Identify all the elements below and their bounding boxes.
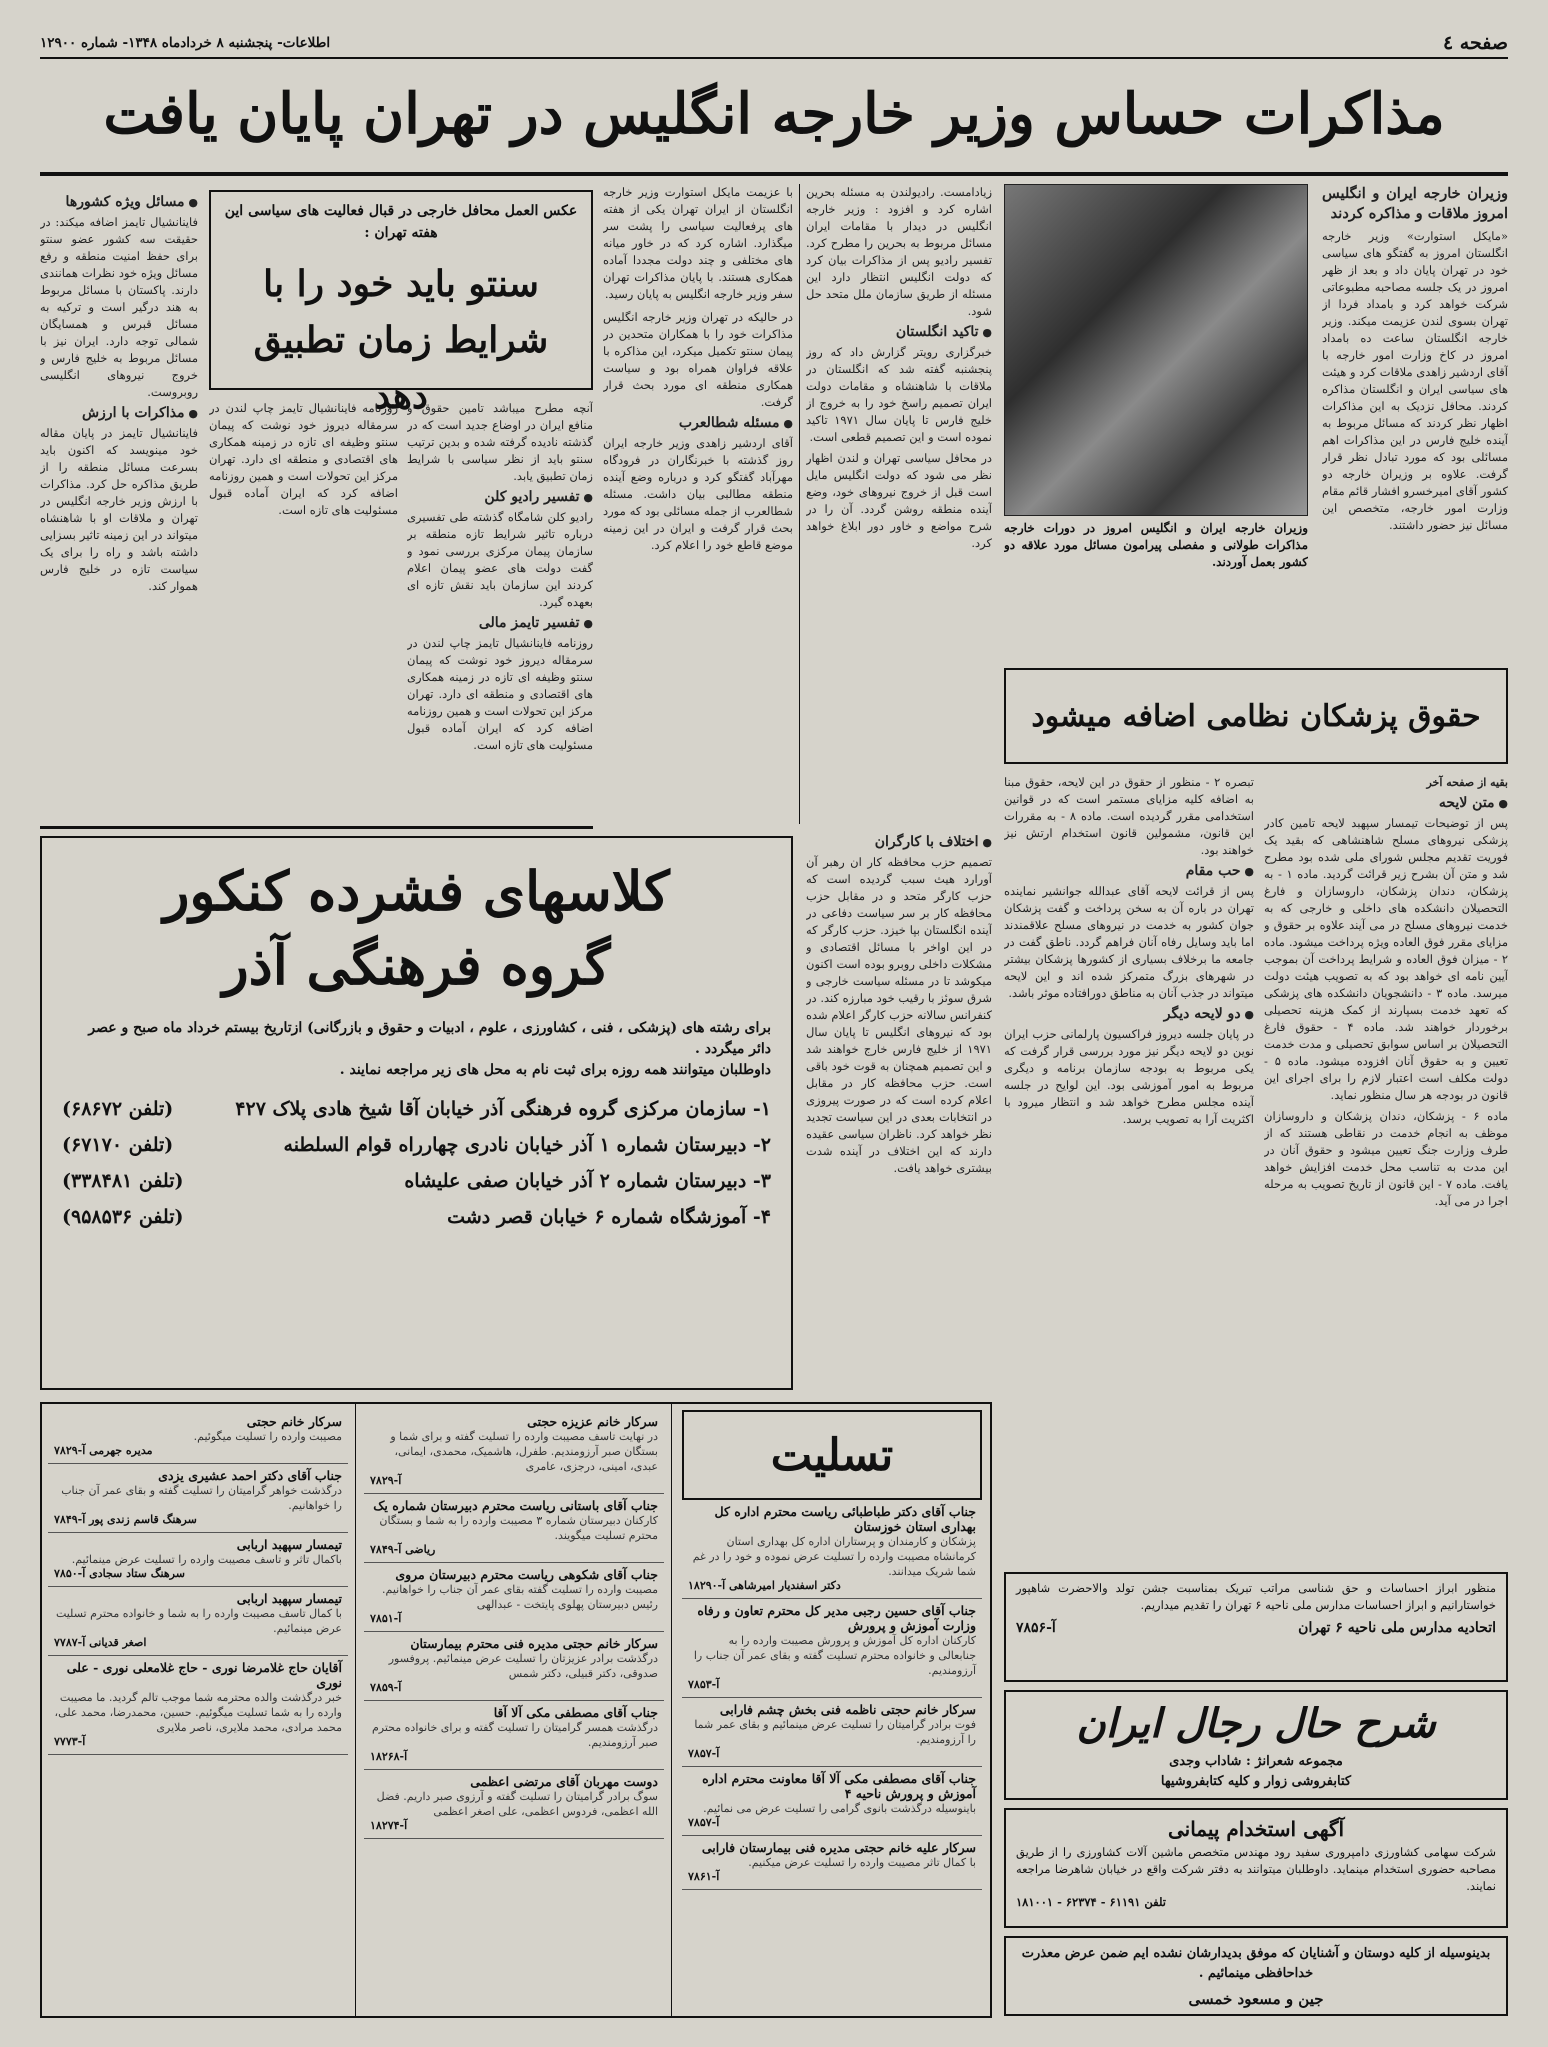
military-article-col-2	[1004, 774, 1254, 1364]
schools-ad-code: آ-۷۸۵۶	[1016, 1620, 1056, 1636]
condolence-item: تیمسار سپهبد اربابی باکمال تاثر و تاسف مصیبت وارده را تسلیت عرض مینمائیم. سرهنگ ستاد سجادی آ-۷۸۵۰	[48, 1533, 348, 1587]
labour-dispute-article	[806, 830, 992, 1390]
masthead-rule	[40, 57, 1508, 59]
location-item: ۳- دبیرستان شماره ۲ آذر خیابان صفی علیشاه (تلفن ۳۳۸۴۸۱)	[62, 1170, 771, 1192]
condolence-item: آقایان حاج غلامرضا نوری - حاج غلامعلی نوری - علی نوری خبر درگذشت والده محترمه شما موجب تالم گردید. ما مصیبت وارده را به شما تسلیت میگوئیم. حسین، محمدرضا، محمد علی، محمد مرادی، محمد ملایری، ناصر ملایری آ-۷۷۷۳	[48, 1656, 348, 1755]
location-item: ۴- آموزشگاه شماره ۶ خیابان قصر دشت (تلفن ۹۵۸۵۳۶)	[62, 1206, 771, 1228]
condolence-divider	[355, 1402, 356, 2018]
article-column-4	[603, 184, 793, 818]
military-right-tail: ماده ۶ - پزشکان، دندان پزشکان و داروسازان موظف به انجام خدمت در نقاطی هستند که از طرف وزارت جنگ تعیین میشود و حقوق آنان در این مدت به تناسب محل خدمت افزایش خواهد یافت. ماده ۷ - این قانون از تاریخ تصویب به مرحله اجرا در می آید.	[1264, 1109, 1508, 1208]
masthead	[40, 32, 1508, 54]
col3-sub-body: خبرگزاری رویتر گزارش داد که روز پنجشنبه گفته شد که انگلستان در ملاقات با شاهنشاه و مقامات دولت ایران تصمیم راسخ خود را به خروج از خلیج فارس تا پایان سال ۱۹۷۱ تاکید نموده است و این تصمیم قطعی است.	[806, 345, 992, 444]
condolence-col-1	[48, 1410, 348, 2010]
news-photo	[1004, 184, 1308, 516]
condolence-item: جناب آقای حسین رجبی مدیر کل محترم تعاون و رفاه وزارت آموزش و پرورش کارکنان اداره کل آموزش و پرورش مصیبت وارده را به جنابعالی و خانواده محترم تسلیت گفته و بقای عمر آن جناب را آرزومندیم. آ-۷۸۵۳	[682, 1599, 982, 1698]
condolence-item: جناب آقای باستانی ریاست محترم دبیرستان شماره یک کارکنان دبیرستان شماره ۳ مصیبت وارده را به شما و بستگان محترم تسلیت میگویند. ریاضی آ-۷۸۴۹	[364, 1494, 664, 1563]
military-subhead-text: ● متن لایحه	[1264, 795, 1508, 812]
condolence-item: سرکار خانم حجتی مدیره فنی محترم بیمارستان درگذشت برادر عزیزتان را تسلیت عرض مینمائیم. پروفسور صدوقی، دکتر قبیلی، دکتر شمس آ-۷۸۵۹	[364, 1632, 664, 1701]
schools-union-ad	[1004, 1572, 1508, 1682]
employment-ad-title: آگهی استخدام پیمانی	[1167, 1817, 1345, 1841]
col5-subhead-times: ● تفسیر تایمز مالی	[407, 615, 593, 632]
col4-body-2: در حالیکه در تهران وزیر خارجه انگلیس مذاکرات خود را با همکاران متحدین در پیمان سنتو تکمیل میکرد، این مذاکره با علاقه فراوان همراه بود و سیاست همکاری منطقه ای مورد بحث قرار گرفت.	[603, 310, 793, 409]
sidebar-title: سنتو باید خود را با شرایط زمان تطبیق دهد	[253, 263, 549, 417]
page-label: صفحه ٤	[1442, 32, 1508, 54]
continued-note: بقیه از صفحه آخر	[1426, 776, 1508, 789]
military-title: حقوق پزشکان نظامی اضافه میشود	[1031, 698, 1481, 734]
thanks-ad-sign: جین و مسعود خمسی	[1188, 1990, 1324, 2008]
employment-ad	[1004, 1808, 1508, 1928]
labour-body: تصمیم حزب محافظه کار ان رهبر آن آورارد هیث سبب گردیده است که حزب کارگر متحد و در مقابل حزب محافظه کار بر سر سیاست دفاعی در آینده انگلستان بپا خیزد. حزب کارگر که در این اواخر با مسائل اقتصادی و مشکلات داخلی روبرو بوده است اکنون میکوشد تا در مسئله سیاست خارجی و شرق سوئز با رقیب خود مبارزه کند. در کنفرانس سالانه حزب کارگر اعلام شده بود که نیروهای انگلیس تا پایان سال ۱۹۷۱ از خلیج فارس خارج خواهند شد و این تصمیم همچنان به قوت خود باقی است. حزب محافظه کار در مقابل اعلام کرده است که در صورت پیروزی در انتخابات بعدی در این سیاست تجدید نظر خواهد کرد. ناظران سیاسی عقیده دارند که این اختلاف در آینده شدت بیشتری خواهد یافت.	[806, 855, 992, 1175]
book-ad	[1004, 1690, 1508, 1800]
article-column-3	[806, 184, 992, 818]
military-col2-body: تبصره ۲ - منظور از حقوق در این لایحه، حقوق مبنا به اضافه کلیه مزایای مستمر است که در قوانین استخدامی مقرر گردیده است. ماده ۸ - به مقررات این قانون، مشمولین قانون استخدام ارتش نیز خواهند بود.	[1004, 775, 1254, 857]
col5-sub-body: رادیو کلن شامگاه گذشته طی تفسیری درباره تاثیر شرایط تازه منطقه بر سازمان پیمان مرکزی بررسی نمود و گفت دولت های عضو پیمان اعلام کردند این سازمان باید نقش تازه ای بعهده گیرد.	[407, 510, 593, 609]
military-subhead-two-bills: ● دو لایحه دیگر	[1004, 1006, 1254, 1023]
condolence-item: جناب آقای مصطفی مکی آلا آقا درگذشت همسر گرامیتان را تسلیت گفته و برای خانواده محترم صبر آرزومندیم. آ-۱۸۲۶۸	[364, 1701, 664, 1770]
military-headline-box	[1004, 668, 1508, 764]
article-column-5	[407, 400, 593, 818]
condolence-item: جناب آقای شکوهی ریاست محترم دبیرستان مروی مصیبت وارده را تسلیت گفته بقای عمر آن جناب را خواهانیم. رئیس دبیرستان پهلوی پایتخت - عبدالهی آ-۷۸۵۱	[364, 1563, 664, 1632]
condolence-item: جناب آقای دکتر احمد عشیری یزدی درگذشت خواهر گرامیتان را تسلیت گفته و بقای عمر آن جناب را خواهانیم. سرهنگ قاسم زندی پور آ-۷۸۴۹	[48, 1464, 348, 1533]
employment-ad-phone: تلفن ۶۱۱۹۱ - ۶۲۳۷۴ - ۱۸۱۰۰۱	[1016, 1895, 1166, 1909]
thanks-ad	[1004, 1936, 1508, 2016]
kankur-ad-desc-2: داوطلبان میتوانند همه روزه برای ثبت نام به محل های زیر مراجعه نمایند .	[339, 1062, 771, 1078]
condolence-item: سرکار خانم حجتی مصیبت وارده را تسلیت میگوئیم. مدیره جهرمی آ-۷۸۲۹	[48, 1410, 348, 1464]
location-item: ۱- سازمان مرکزی گروه فرهنگی آذر خیابان آقا شیخ هادی پلاک ۴۲۷ (تلفن ۶۸۶۷۲)	[62, 1098, 771, 1120]
schools-ad-body: منظور ابراز احساسات و حق شناسی مراتب تبریک بمناسبت جشن تولد والاحضرت شاهپور خواستارانیم و ابراز احساسات مدارس ملی ناحیه ۶ تهران را تقدیم میداریم.	[1016, 1581, 1496, 1612]
main-headline: مذاکرات حساس وزیر خارجه انگلیس در تهران پایان یافت	[103, 81, 1445, 147]
article-column-6	[40, 190, 198, 818]
col4-body: با عزیمت مایکل استوارت وزیر خارجه انگلستان از ایران تهران یکی از هفته های پرفعالیت سیاسی را پشت سر میگذارد. اشاره کرد که در خاور میانه های مختلفی و چند دولت مجددا آماده همکاری هستند. با پایان مذاکرات تهران سفر وزیر خارجه انگلیس به پایان رسید.	[603, 185, 793, 301]
schools-ad-sign: اتحادیه مدارس ملی ناحیه ۶ تهران	[1298, 1620, 1496, 1636]
column-divider	[799, 184, 800, 824]
location-item: ۲- دبیرستان شماره ۱ آذر خیابان نادری چهارراه قوام السلطنه (تلفن ۶۷۱۷۰)	[62, 1134, 771, 1156]
col6-sub-body-1: فاینانشیال تایمز اضافه میکند: در حقیقت سه کشور عضو سنتو برای حفظ امنیت منطقه و رفع مسائل ویژه خود نظرات همانندی دارند. پاکستان با مسائل مربوط به هند درگیر است و ترکیه به مسائل قبرس و همسایگان شمالی توجه دارد. ایران نیز با مسائل مربوط به خلیج فارس و خروج نیروهای انگلیسی روبروست.	[40, 215, 198, 399]
col5-subhead-koln: ● تفسیر رادیو کلن	[407, 489, 593, 506]
col5-sub2-body: روزنامه فاینانشیال تایمز چاپ لندن در سرمقاله دیروز خود نوشت که پیمان سنتو وظیفه ای تازه در زمینه همکاری های اقتصادی و منطقه ای دارد. تهران مرکز این تحولات است و همین روزنامه اضافه کرد که ایران آماده قبول مسئولیت های تازه است.	[407, 636, 593, 752]
sidebar-kicker: عکس العمل محافل خارجی در قبال فعالیت های سیاسی این هفته تهران :	[224, 203, 578, 241]
kankur-ad-desc: برای رشته های (پزشکی ، فنی ، کشاورزی ، علوم ، ادبیات و حقوق و بازرگانی) ازتاریخ بیستم خرداد ماه صبح و عصر دائر میگردد .	[88, 1020, 771, 1057]
col5-body: آنچه مطرح میباشد تامین حقوق و منافع ایران در اوضاع جدید است که در گذشته نادیده گرفته شده و بدین ترتیب سنتو باید از نظر سیاسی با شرایط زمان تطبیق یابد.	[407, 401, 593, 483]
kankur-ad	[40, 836, 793, 1390]
sidebar-headline-box	[209, 190, 593, 417]
col4-sub-body: آقای اردشیر زاهدی وزیر خارجه ایران روز گذشته با خبرنگاران در فرودگاه مهرآباد گفتگو کرد و درباره وضع آینده منطقه مطالبی بیان داشت. مسئله شطالعرب از جمله مسائلی بود که مورد بحث قرار گرفت و ایران در این زمینه موضع قاطع خود را اعلام کرد.	[603, 436, 793, 552]
col3-tail: در محافل سیاسی تهران و لندن اظهار نظر می شود که دولت انگلیس مایل است قبل از خروج نیروهای خود، وضع آینده منطقه روشن گردد. آن را در شرح مواضع و خاور دور ابلاغ خواهد کرد.	[806, 451, 992, 550]
kankur-ad-locations	[62, 1091, 771, 1235]
col6-subhead-1: ● مسائل ویژه کشورها	[40, 194, 198, 211]
col6-sub-body-2: فاینانشیال تایمز در پایان مقاله خود مینویسد که اکنون باید بسرعت مسائل منطقه را از طریق مذاکره حل کرد. مذاکرات با ارزش وزیر خارجه انگلیس در تهران و ملاقات او با شاهنشاه میتواند در این زمینه تاثیر بسزایی داشته باشد و راه را برای یک سیاست تازه در خلیج فارس هموار کند.	[40, 426, 198, 593]
condolence-item: سرکار علیه خانم حجتی مدیره فنی بیمارستان فارابی با کمال تاثر مصیبت وارده را تسلیت عرض میکنیم. آ-۷۸۶۱	[682, 1836, 982, 1890]
lead-title: وزیران خارجه ایران و انگلیس امروز ملاقات و مذاکره کردند	[1322, 185, 1508, 222]
col3-body: زیادامست. رادیولندن به مسئله بحرین اشاره کرد و افزود : وزیر خارجه انگلیس در دیدار با مقامات ایران مسائل مربوط به بحرین را مطرح کرد. تفسیر رادیو پس از مذاکرات بیان کرد که دولت انگلیس انتظار دارد این مسئله از طریق سازمان ملل متحد حل شود.	[806, 185, 992, 318]
condolence-header: تسلیت	[682, 1410, 982, 1500]
section-rule	[40, 826, 593, 829]
book-ad-seller: کتابفروشی زوار و کلیه کتابفروشیها	[1160, 1774, 1352, 1789]
col5b-body: روزنامه فاینانشیال تایمز چاپ لندن در سرمقاله دیروز خود نوشت که پیمان سنتو وظیفه ای تازه در زمینه همکاری های اقتصادی و منطقه ای دارد. تهران مرکز این تحولات است و همین روزنامه اضافه کرد که ایران آماده قبول مسئولیت های تازه است.	[209, 401, 398, 517]
employment-ad-body: شرکت سهامی کشاورزی دامپروری سفید رود مهندس متخصص ماشین آلات کشاورزی را از طریق مصاحبه حضوری استخدام مینماید. داوطلبان میتوانند به دفتر شرکت واقع در خیابان شاهرضا مراجعه نمایند.	[1016, 1845, 1496, 1893]
condolence-item: جناب آقای دکتر طباطبائی ریاست محترم اداره کل بهداری استان خوزستان پزشکان و کارمندان و پرستاران اداره کل بهداری استان کرمانشاه مصیبت وارده را تسلیت عرض نموده و خود را در غم شما شریک میدانند. دکتر اسفندیار امیرشاهی آ-۱۸۲۹۰	[682, 1500, 982, 1599]
kankur-ad-subtitle: گروه فرهنگی آذر	[222, 933, 611, 997]
condolence-item: تیمسار سپهبد اربابی با کمال تاسف مصیبت وارده را به شما و خانواده محترم تسلیت عرض مینمائیم. اصغر قدیانی آ-۷۷۸۷	[48, 1587, 348, 1656]
col3-subhead: ● تاکید انگلستان	[806, 324, 992, 341]
book-ad-author: مجموعه شعرانژ : شاداب وجدی	[1169, 1754, 1343, 1769]
condolence-col-3	[682, 1410, 982, 2010]
thanks-ad-body: بدینوسیله از کلیه دوستان و آشنایان که موفق بدیدارشان نشده ایم ضمن عرض معذرت خداحافظی مینمائیم .	[1021, 1946, 1491, 1981]
date-line: اطلاعات- پنجشنبه ۸ خردادماه ۱۳۴۸- شماره ۱۲۹۰۰	[40, 35, 331, 51]
labour-subhead: ● اختلاف با کارگران	[806, 834, 992, 851]
condolence-item: سرکار خانم عزیزه حجتی در نهایت تاسف مصیبت وارده را تسلیت گفته و برای شما و بستگان صبر آرزومندیم. طفرل، هاشمیک، محمدی، ایمانی، عبدی، امینی، درجزی، عامری آ-۷۸۲۹	[364, 1410, 664, 1494]
col4-subhead: ● مسئله شطالعرب	[603, 415, 793, 432]
condolence-col-2	[364, 1410, 664, 2010]
kankur-ad-title: کلاسهای فشرده کنکور	[163, 859, 670, 923]
military-sub3-body: در پایان جلسه دیروز فراکسیون پارلمانی حزب ایران نوین دو لایحه دیگر نیز مورد بررسی قرار گرفت که یکی مربوط به بودجه سازمان برنامه و دیگری مربوط به امور آموزشی بود. این لوایح در جلسه آینده مجلس مطرح خواهد شد و انتظار میرود با اکثریت آرا به تصویب برسد.	[1004, 1027, 1254, 1126]
book-ad-title: شرح حال رجال ایران	[1076, 1700, 1436, 1747]
condolence-item: سرکار خانم حجتی ناظمه فنی بخش چشم فارابی فوت برادر گرامیتان را تسلیت عرض مینمائیم و بقای عمر شما را آرزومندیم. آ-۷۸۵۷	[682, 1698, 982, 1767]
article-column-5b	[209, 400, 398, 818]
military-sub2-body: پس از قرائت لایحه آقای عبدالله جوانشیر نماینده تهران در باره آن به سخن پرداخت و گفت پزشکان جوان کشور به خدمت در نیروهای مسلح علاقمندند اما باید وسایل رفاه آنان فراهم گردد. ناطق گفت در جامعه ما برخلاف بسیاری از کشورها پزشکان بیشتر در شهرهای بزرگ متمرکز شده اند و این لایحه میتواند در جذب آنان به مناطق دورافتاده موثر باشد.	[1004, 884, 1254, 1000]
condolence-item: دوست مهربان آقای مرتضی اعظمی سوگ برادر گرامیتان را تسلیت گفته و آرزوی صبر داریم. فضل الله اعظمی، فردوس اعظمی، علی اصغر اعظمی آ-۱۸۲۷۴	[364, 1770, 664, 1839]
military-subhead-hobb: ● حب مقام	[1004, 863, 1254, 880]
condolence-item: جناب آقای مصطفی مکی آلا آقا معاونت محترم اداره آموزش و پرورش ناحیه ۴ باینوسیله درگذشت بانوی گرامی را تسلیت عرض می نمائیم. آ-۷۸۵۷	[682, 1767, 982, 1836]
military-sub-body: پس از توضیحات تیمسار سپهبد لایحه تامین کادر پزشکی نیروهای مسلح شاهنشاهی که بقید یک فوریت تقدیم مجلس شورای ملی شده بود مطرح شد و متن آن بشرح زیر قرائت گردید. ماده ۱ - به پزشکان، دندان پزشکان، داروسازان و فارغ التحصیلان دانشکده های داخلی و خارجی که به خدمت نیروهای مسلح در می آیند علاوه بر حقوق و مزایای مقرر فوق العاده ویژه پرداخت میشود. ماده ۲ - میزان فوق العاده و شرایط پرداخت آن بموجب آیین نامه ای خواهد بود که به تصویب هیئت دولت میرسد. ماده ۳ - دانشجویان دانشکده های پزشکی که تعهد خدمت بسپارند از کمک هزینه تحصیلی برخوردار خواهند شد. ماده ۴ - حقوق فارغ التحصیلان بر اساس سوابق تحصیلی و مدت خدمت تعیین و به حقوق آنان افزوده میشود. ماده ۵ - دولت مکلف است اعتبار لازم را برای اجرای این قانون در بودجه هر سال منظور نماید.	[1264, 816, 1508, 1102]
headline-rule	[40, 172, 1508, 176]
lead-article	[1322, 184, 1508, 660]
military-article-col-1	[1264, 774, 1508, 1564]
condolence-divider	[671, 1402, 672, 2018]
photo-caption: وزیران خارجه ایران و انگلیس امروز در دورات خارجه مذاکرات طولانی و مفصلی پیرامون مسائل مورد علاقه دو کشور بعمل آوردند.	[1004, 521, 1308, 569]
lead-body: «مایکل استوارت» وزیر خارجه انگلستان امروز به گفتگو های سیاسی خود در تهران پایان داد و بعد از ظهر امروز در یک جلسه مصاحبه مطبوعاتی شرکت خواهد کرد و بامداد فردا از تهران بسوی لندن عزیمت میکند. وزیر خارجه انگلستان ساعت ده بامداد امروز در کاخ وزارت امور خارجه با آقای اردشیر زاهدی ملاقات کرد و هیئت های سیاسی ایران و انگلستان مذاکره کردند. محافل نزدیک به این مذاکرات اظهار نظر کردند که مسائل مربوط به آینده خلیج فارس در این مذاکرات اهم مسائلی بود که مورد تبادل نظر قرار گرفت. علاوه بر وزیران خارجه دو کشور آقای امیرخسرو افشار قائم مقام وزارت امور خارجه، متخصص این مسائل نیز حضور داشتند.	[1322, 229, 1508, 532]
col6-subhead-2: ● مذاکرات با ارزش	[40, 405, 198, 422]
